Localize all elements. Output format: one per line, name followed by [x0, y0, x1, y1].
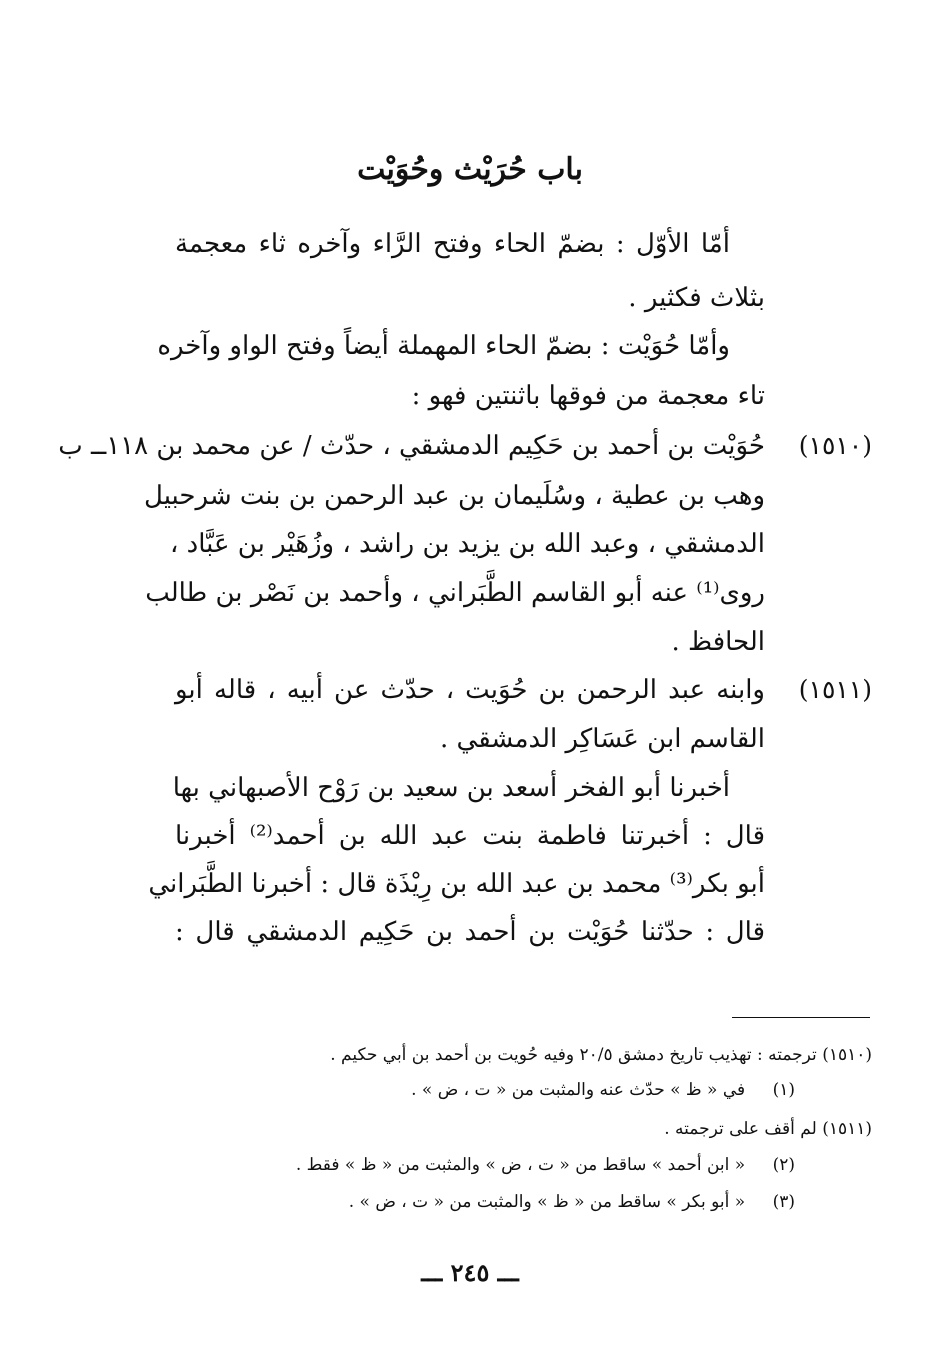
footnote-text: ترجمته : تهذيب تاريخ دمشق ٢٠/٥ وفيه حُويت بن أحمد بن أبي حكيم .: [330, 1045, 817, 1065]
footnote-text: « ابن أحمد » ساقط من « ت ، ض » والمثبت من « ظ » فقط .: [295, 1155, 746, 1175]
footnote-text: لم أقف على ترجمته .: [664, 1119, 817, 1139]
footnote-number: (١٥١١): [822, 1119, 872, 1139]
entry-line: قال : أخبرتنا فاطمة بنت عبد الله بن أحمد⁽²⁾ أخبرنا: [175, 821, 766, 851]
entry-line: الحافظ .: [671, 627, 765, 657]
page-number: ـــ ٢٤٥ ـــ: [421, 1258, 519, 1287]
footnote-number: (١): [772, 1080, 795, 1100]
paragraph-line: تاء معجمة من فوقها باثنتين فهو :: [411, 381, 765, 411]
chapter-title: باب حُرَيْث وحُوَيْت: [357, 152, 583, 187]
paragraph-line: أمّا الأوّل : بضمّ الحاء وفتح الرَّاء وآخره ثاء معجمة: [175, 229, 730, 259]
entry-line: أبو بكر⁽³⁾ محمد بن عبد الله بن رِيْذَة قال : أخبرنا الطَّبَراني: [148, 869, 765, 899]
paragraph-line: بثلاث فكثير .: [628, 283, 765, 313]
entry-line: الدمشقي ، وعبد الله بن يزيد بن راشد ، وزُهَيْر بن عَبَّاد ،: [170, 529, 765, 559]
entry-line: روى⁽¹⁾ عنه أبو القاسم الطَّبَراني ، وأحمد بن نَصْر بن طالب: [145, 578, 765, 608]
footnote-text: « أبو بكر » ساقط من « ظ » والمثبت من « ت ، ض » .: [348, 1192, 746, 1212]
footnote: [664, 1112, 872, 1146]
footnote-number: (١٥١٠): [822, 1045, 872, 1065]
footnote: [349, 1185, 795, 1219]
entry-line: وهب بن عطية ، وسُلَيمان بن عبد الرحمن بن بنت شرحبيل: [144, 481, 765, 511]
entry-number: (١٥١٠): [798, 431, 872, 460]
footnote: [330, 1038, 872, 1072]
footnote: [411, 1073, 795, 1107]
footnote-text: في « ظ » حدّث عنه والمثبت من « ت ، ض » .: [411, 1080, 746, 1100]
footnote: [296, 1148, 795, 1182]
footnote-separator: [732, 1017, 870, 1018]
entry-line: أخبرنا أبو الفخر أسعد بن سعيد بن رَوْح الأصبهاني بها: [172, 773, 730, 803]
entry-line: قال : حدّثنا حُوَيْت بن أحمد بن حَكِيم الدمشقي قال :: [175, 917, 765, 947]
footnote-number: (٣): [772, 1192, 795, 1212]
entry-number: (١٥١١): [798, 675, 872, 704]
footnote-number: (٢): [772, 1155, 795, 1175]
entry-line: حُوَيْت بن أحمد بن حَكِيم الدمشقي ، حدّث / عن محمد بن ١١٨ــ ب: [58, 431, 765, 461]
entry-line: القاسم ابن عَسَاكِر الدمشقي .: [440, 724, 765, 754]
paragraph-line: وأمّا حُوَيْت : بضمّ الحاء المهملة أيضاً وفتح الواو وآخره: [157, 331, 730, 361]
entry-line: وابنه عبد الرحمن بن حُوَيت ، حدّث عن أبيه ، قاله أبو: [175, 675, 765, 705]
